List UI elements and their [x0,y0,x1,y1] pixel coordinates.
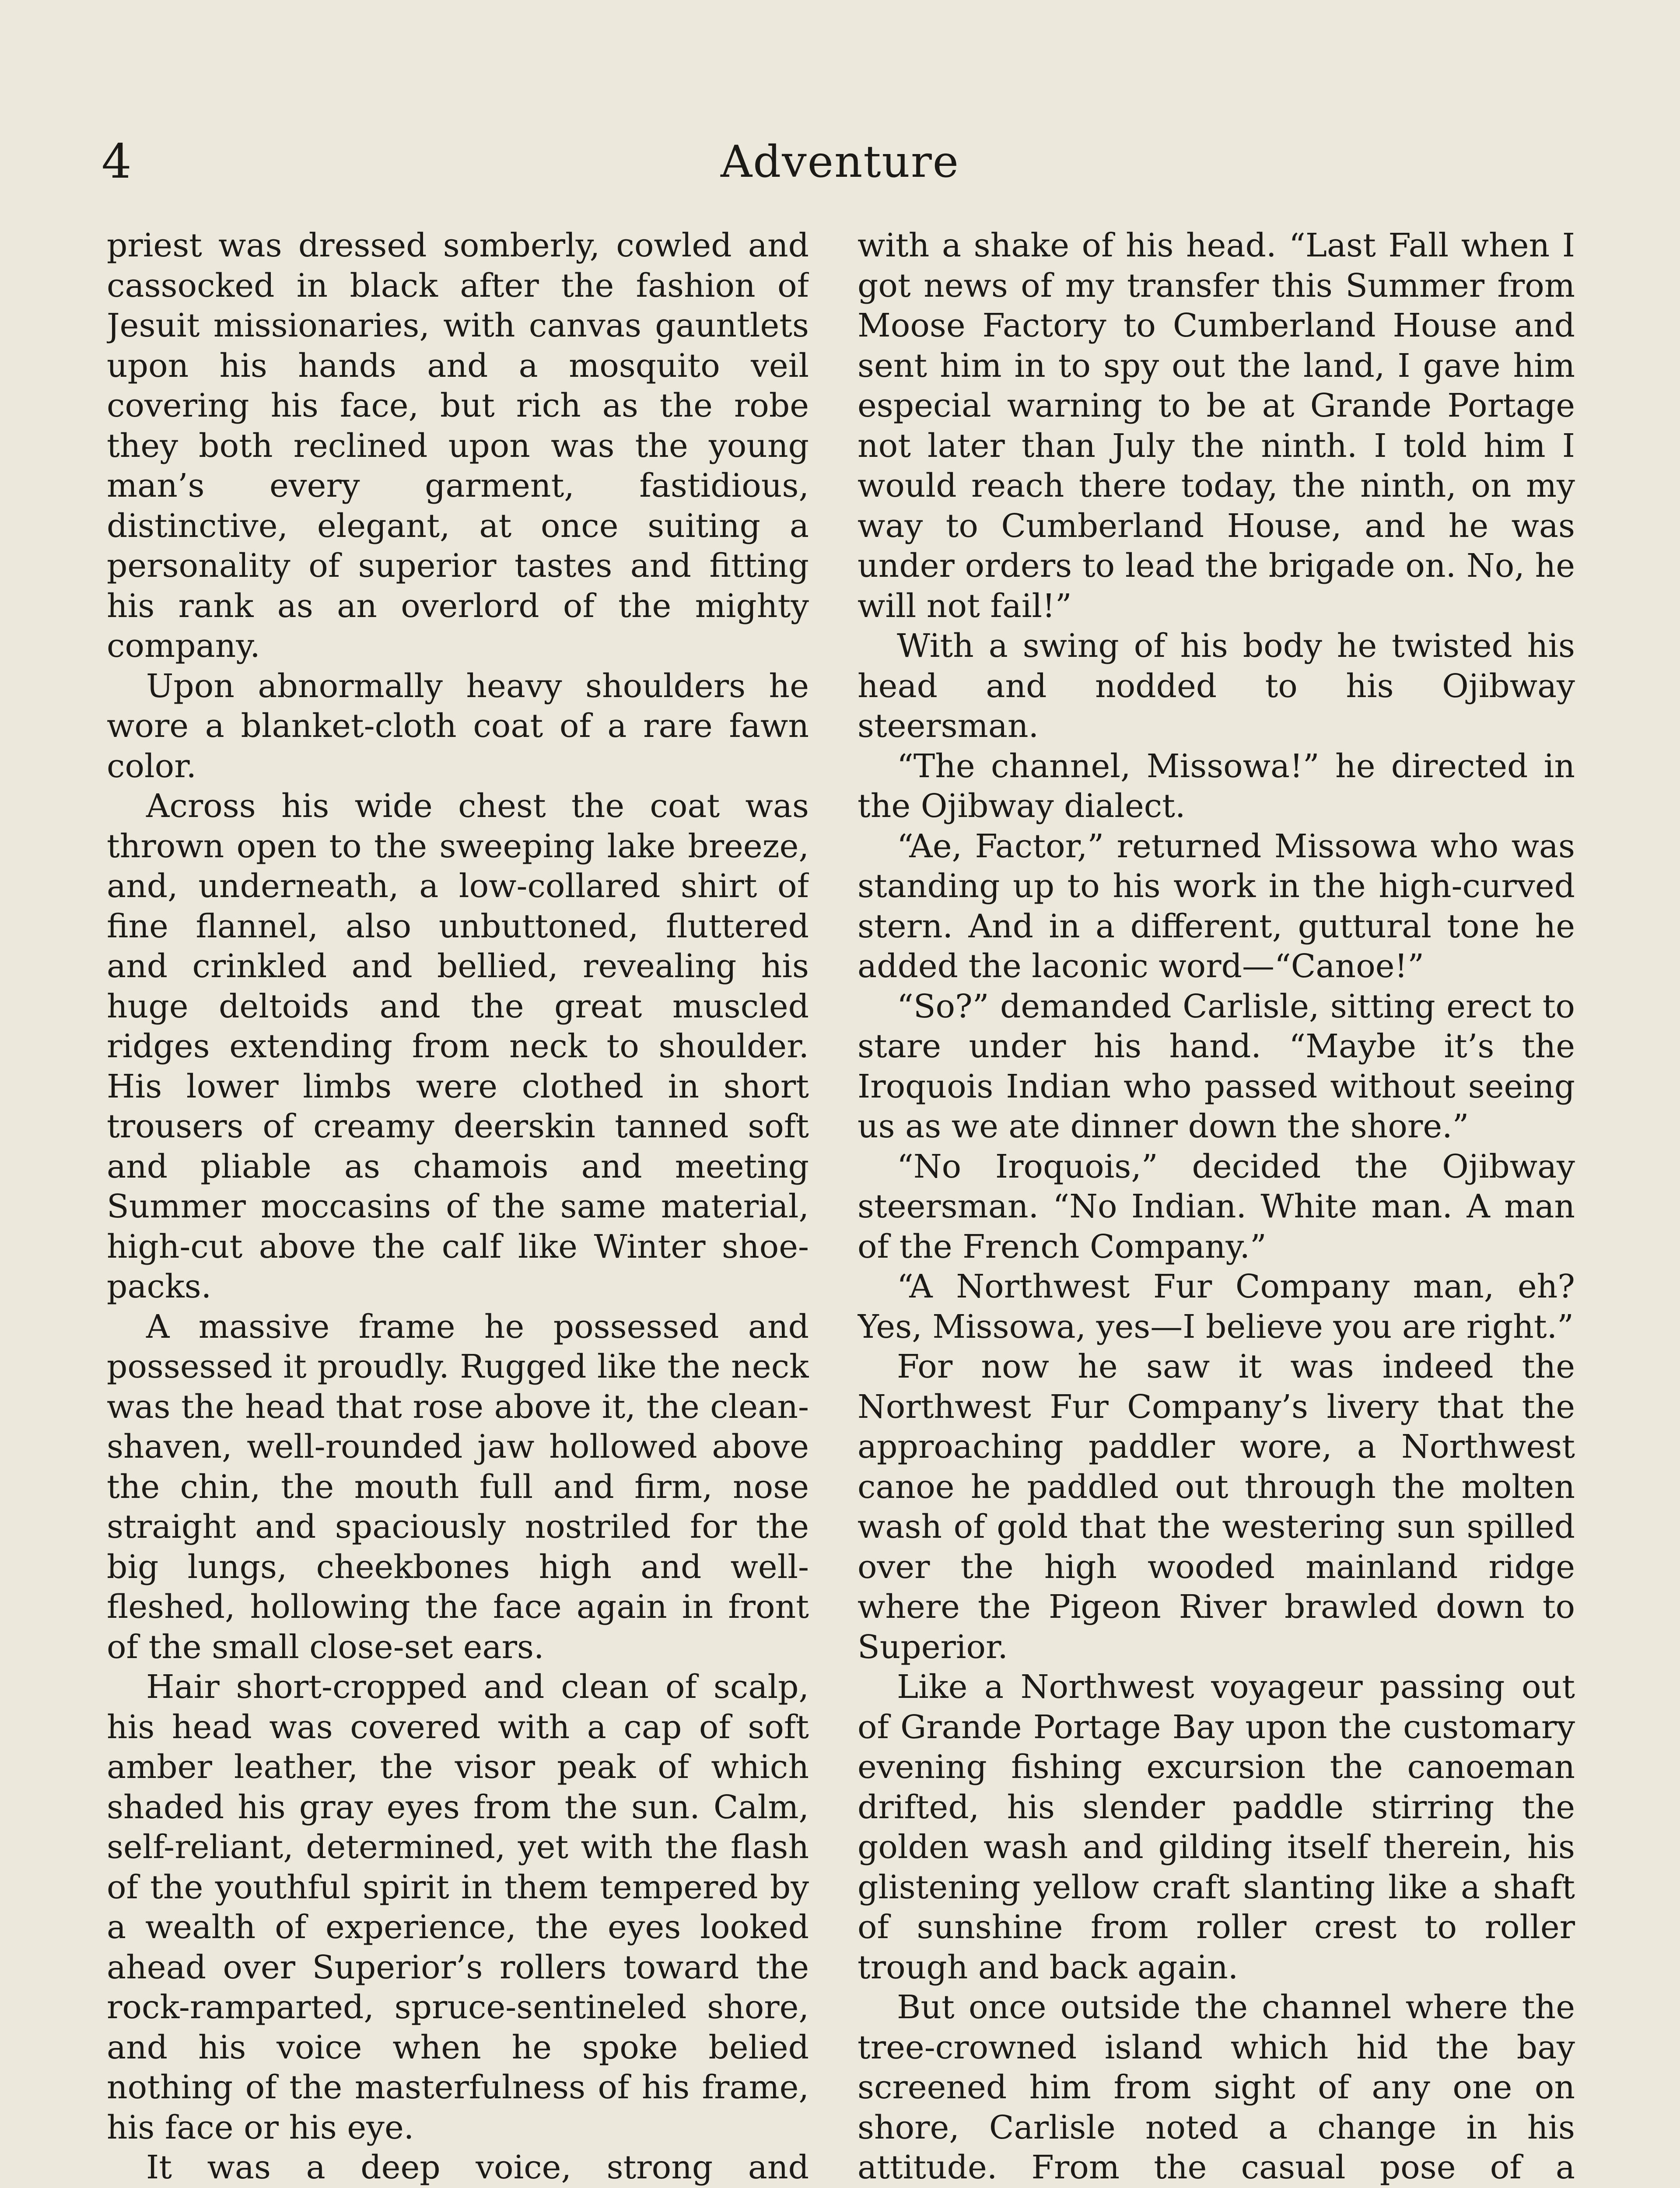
paragraph: with a shake of his head. “Last Fall when I got news of my transfer this Summer from Moose Factory to Cumberland House and sent him in to spy out the land, I gave him especial warning to be at Grande Portage not later than July the ninth. I told him I would reach there today, the ninth, on my way to Cumberland House, and he was under orders to lead the brigade on. No, he will not fail!” [858,227,1575,625]
paragraph: A massive frame he possessed and possessed it proudly. Rugged like the neck was the head that rose above it, the clean-shaven, well-rounded jaw hollowed above the chin, the mouth full and firm, nose straight and spaciously nostriled for the big lungs, cheekbones high and well-fleshed, hollowing the face again in front of the small close-set ears. [107,1308,809,1666]
right-column [858,226,1575,2188]
running-title: Adventure [721,136,959,187]
paragraph: priest was dressed somberly, cowled and cassocked in black after the fashion of Jesuit missionaries, with canvas gauntlets upon his hands and a mosquito veil covering his face, but rich as the robe they both reclined upon was the young man’s every garment, fastidious, distinctive, elegant, at once suiting a personality of superior tastes and fitting his rank as an overlord of the mighty company. [107,227,809,665]
left-column [107,226,809,2188]
paragraph: Across his wide chest the coat was thrown open to the sweeping lake breeze, and, underneath, a low-collared shirt of fine flannel, also unbuttoned, fluttered and crinkled and bellied, revealing his huge deltoids and the great muscled ridges extending from neck to shoulder. His lower limbs were clothed in short trousers of creamy deerskin tanned soft and pliable as chamois and meeting Summer moccasins of the same material, high-cut above the calf like Winter shoe-packs. [107,787,809,1305]
paragraph: Hair short-cropped and clean of scalp, his head was covered with a cap of soft amber leather, the visor peak of which shaded his gray eyes from the sun. Calm, self-reliant, determined, yet with the flash of the youthful spirit in them tempered by a wealth of experience, the eyes looked ahead over Superior’s rollers toward the rock-ramparted, spruce-sentineled shore, and his voice when he spoke belied nothing of the masterfulness of his frame, his face or his eye. [107,1668,809,2146]
paragraph: For now he saw it was indeed the Northwest Fur Company’s livery that the approaching paddler wore, a Northwest canoe he paddled out through the molten wash of gold that the westering sun spilled over the high wooded mainland ridge where the Pigeon River brawled down to Superior. [858,1348,1575,1666]
page-header [102,131,1578,193]
paragraph: “The channel, Missowa!” he directed in the Ojibway dialect. [858,747,1575,825]
paragraph: It was a deep voice, strong and [146,2149,809,2186]
paragraph: “No Iroquois,” decided the Ojibway steersman. “No Indian. White man. A man of the French Company.” [858,1147,1575,1266]
paragraph: Upon abnormally heavy shoulders he wore a blanket-cloth coat of a rare fawn color. [107,667,809,785]
paragraph: But once outside the channel where the tree-crowned island which hid the bay screened him from sight of any one on shore, Carlisle noted a change in his attitude. From the casual pose of a [858,1988,1575,2186]
paragraph: “So?” demanded Carlisle, sitting erect to stare under his hand. “Maybe it’s the Iroquois Indian who passed without seeing us as we ate dinner down the shore.” [858,987,1575,1145]
paragraph: With a swing of his body he twisted his head and nodded to his Ojibway steersman. [858,627,1575,745]
paragraph: “A Northwest Fur Company man, eh? Yes, Missowa, yes—I believe you are right.” [858,1268,1575,1346]
paragraph: “Ae, Factor,” returned Missowa who was standing up to his work in the high-curved stern. And in a different, guttural tone he added the laconic word—“Canoe!” [858,827,1575,985]
page-number: 4 [102,134,132,189]
paragraph: Like a Northwest voyageur passing out of Grande Portage Bay upon the customary evening fishing excursion the canoeman drifted, his slender paddle stirring the golden wash and gilding itself therein, his glistening yellow craft slanting like a shaft of sunshine from roller crest to roller trough and back again. [858,1668,1575,1986]
